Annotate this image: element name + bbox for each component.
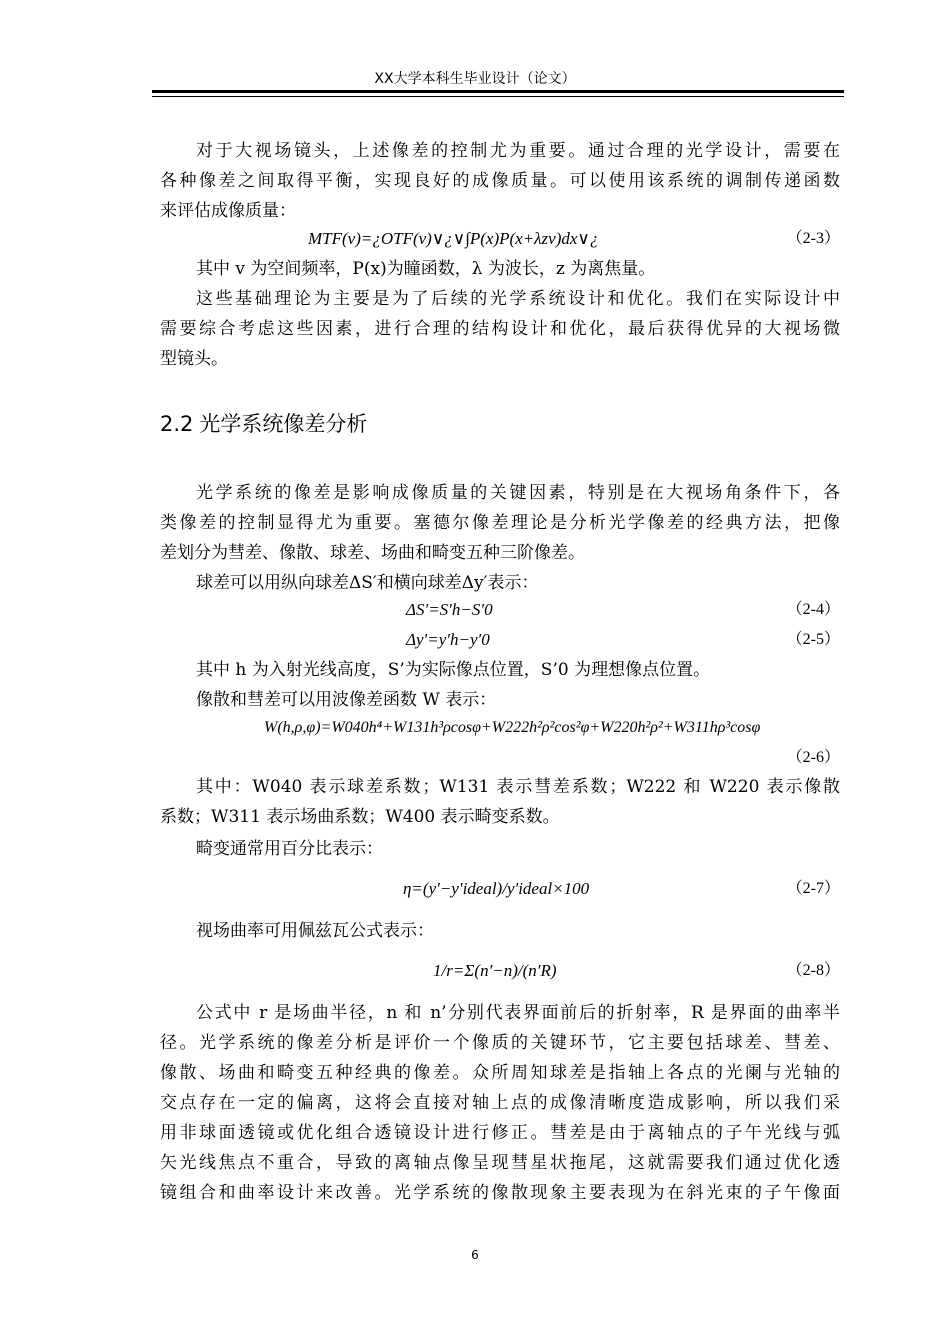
equation-2-6: W(h,ρ,φ)=W040h⁴+W131h³ρcosφ+W222h²ρ²cos²φ+W220h²ρ²+W311hρ³cosφ [264, 719, 761, 736]
text-line: 对于大视场镜头，上述像差的控制尤为重要。通过合理的光学设计，需要在 [196, 141, 840, 161]
text-line: 光学系统的像差是影响成像质量的关键因素，特别是在大视场角条件下，各 [196, 483, 840, 503]
section-number: 2.2 [160, 412, 194, 436]
text-line: 矢光线焦点不重合，导致的离轴点像呈现彗星状拖尾，这就需要我们通过优化透 [160, 1153, 840, 1173]
equation-number: （2-4） [786, 601, 840, 618]
text-line: 视场曲率可用佩兹瓦公式表示： [196, 921, 434, 941]
text-line: 像散和彗差可以用波像差函数 W 表示： [196, 690, 497, 710]
header-rule-thick [152, 90, 844, 93]
equation-number: （2-8） [786, 962, 840, 979]
text-line: 其中 h 为入射光线高度，S’为实际像点位置，S’0 为理想像点位置。 [196, 660, 711, 680]
text-line: 系数；W311 表示场曲系数；W400 表示畸变系数。 [160, 807, 560, 827]
equation-number: （2-6） [786, 749, 840, 766]
text-line: 径。光学系统的像差分析是评价一个像质的关键环节，它主要包括球差、彗差、 [160, 1033, 840, 1053]
equation-2-5: Δy′=y′h−y′0 [406, 630, 490, 649]
section-title-text: 光学系统像差分析 [199, 412, 368, 436]
text-line: 需要综合考虑这些因素，进行合理的结构设计和优化，最后获得优异的大视场微 [160, 319, 840, 339]
text-line: 型镜头。 [160, 349, 228, 369]
text-line: 各种像差之间取得平衡，实现良好的成像质量。可以使用该系统的调制传递函数 [160, 171, 840, 191]
equation-2-8: 1/r=Σ(n′−n)/(n′R) [433, 961, 557, 980]
text-line: 像散、场曲和畸变五种经典的像差。众所周知球差是指轴上各点的光阑与光轴的 [160, 1063, 840, 1083]
text-line: 交点存在一定的偏离，这将会直接对轴上点的成像清晰度造成影响，所以我们采 [160, 1093, 840, 1113]
equation-number: （2-3） [786, 230, 840, 247]
equation-2-7: η=(y′−y′ideal)/y′ideal×100 [403, 879, 590, 898]
text-line: 这些基础理论为主要是为了后续的光学系统设计和优化。我们在实际设计中 [196, 289, 840, 309]
page-number: 6 [471, 1248, 479, 1262]
header-rule-thin [152, 96, 844, 97]
text-line: 类像差的控制显得尤为重要。塞德尔像差理论是分析光学像差的经典方法，把像 [160, 513, 840, 533]
text-line: 镜组合和曲率设计来改善。光学系统的像散现象主要表现为在斜光束的子午像面 [160, 1183, 840, 1203]
equation-2-3: MTF(v)=¿OTF(v)∨¿∨∫P(x)P(x+λzv)dx∨¿ [308, 229, 599, 248]
text-line: 球差可以用纵向球差ΔS′和横向球差Δy′表示： [196, 573, 539, 593]
text-line: 公式中 r 是场曲半径，n 和 n’分别代表界面前后的折射率，R 是界面的曲率半 [196, 1003, 840, 1023]
text-line: 其中 v 为空间频率，P(x)为瞳函数，λ 为波长，z 为离焦量。 [196, 259, 656, 279]
equation-number: （2-7） [786, 880, 840, 897]
text-line: 差划分为彗差、像散、球差、场曲和畸变五种三阶像差。 [160, 543, 585, 563]
text-line: 畸变通常用百分比表示： [196, 839, 383, 859]
text-line: 来评估成像质量： [160, 201, 296, 221]
page-header-title: XX大学本科生毕业设计（论文） [374, 71, 576, 87]
section-heading [160, 408, 367, 440]
equation-2-4: ΔS′=S′h−S′0 [406, 600, 493, 619]
text-line: 其中：W040 表示球差系数；W131 表示彗差系数；W222 和 W220 表示像散 [196, 777, 840, 797]
text-line: 用非球面透镜或优化组合透镜设计进行修正。彗差是由于离轴点的子午光线与弧 [160, 1123, 840, 1143]
equation-number: （2-5） [786, 631, 840, 648]
